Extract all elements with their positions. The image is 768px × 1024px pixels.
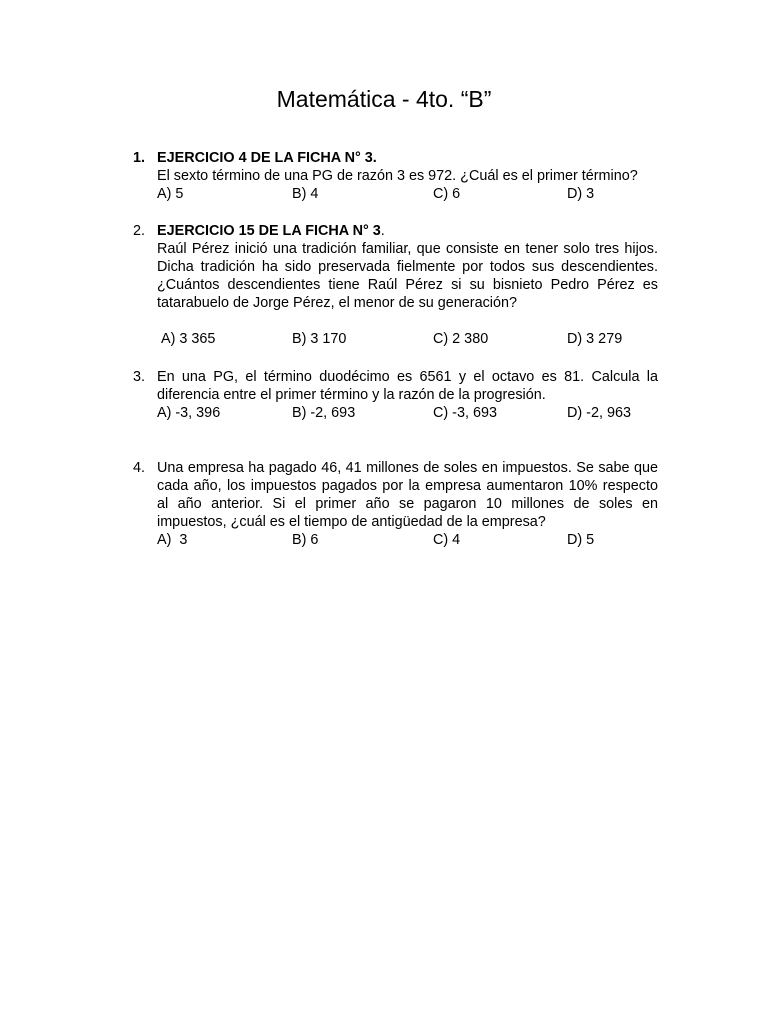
exercise-3 xyxy=(133,368,658,422)
exercise-text: El sexto término de una PG de razón 3 es 972. ¿Cuál es el primer término? xyxy=(157,168,638,184)
exercise-number: 1. xyxy=(133,150,146,166)
option-c: C) 2 380 xyxy=(433,331,489,347)
option-a: A) 3 xyxy=(157,532,188,548)
exercise-heading-suffix: . xyxy=(380,223,385,239)
exercise-heading-line xyxy=(157,222,658,240)
exercise-text: Raúl Pérez inició una tradición familiar, que consiste en tener solo tres hijos. Dicha tradición ha sido preservada fielmente por todos sus descendientes. ¿Cuántos descendientes tiene Raúl Pérez si su bisnieto Pedro Pérez es tatarabuelo de Jorge Pérez, el menor de su generación? xyxy=(157,241,658,311)
option-b: B) 3 170 xyxy=(292,331,347,347)
option-c: C) 6 xyxy=(433,186,461,202)
answer-options xyxy=(157,185,658,203)
page-title: Matemática - 4to. “B” xyxy=(276,86,492,112)
option-a: A) 3 365 xyxy=(161,331,216,347)
option-b: B) 6 xyxy=(292,532,319,548)
option-a: A) -3, 396 xyxy=(157,405,221,421)
option-b: B) -2, 693 xyxy=(292,405,356,421)
exercise-4 xyxy=(133,459,658,549)
exercise-2 xyxy=(133,222,658,348)
exercise-number: 3. xyxy=(133,369,146,385)
exercise-number: 2. xyxy=(133,223,146,239)
answer-options xyxy=(157,404,658,422)
option-d: D) 5 xyxy=(567,532,595,548)
option-d: D) 3 xyxy=(567,186,595,202)
exercise-text: Una empresa ha pagado 46, 41 millones de soles en impuestos. Se sabe que cada año, los impuestos pagados por la empresa aumentaron 10% respecto al año anterior. Si el primer año se pagaron 10 millones de soles en impuestos, ¿cuál es el tiempo de antigüedad de la empresa? xyxy=(157,460,658,530)
answer-options xyxy=(157,531,658,549)
option-a: A) 5 xyxy=(157,186,184,202)
option-c: C) 4 xyxy=(433,532,461,548)
exercise-heading: EJERCICIO 15 DE LA FICHA N° 3 xyxy=(157,223,381,239)
exercise-1 xyxy=(133,149,658,203)
exercise-text: En una PG, el término duodécimo es 6561 y el octavo es 81. Calcula la diferencia entre el primer término y la razón de la progresión. xyxy=(157,369,658,403)
option-b: B) 4 xyxy=(292,186,319,202)
option-d: D) 3 279 xyxy=(567,331,623,347)
option-d: D) -2, 963 xyxy=(567,405,631,421)
exercise-heading: EJERCICIO 4 DE LA FICHA N° 3. xyxy=(157,150,377,166)
answer-options xyxy=(157,330,658,348)
exercise-number: 4. xyxy=(133,460,146,476)
option-c: C) -3, 693 xyxy=(433,405,497,421)
